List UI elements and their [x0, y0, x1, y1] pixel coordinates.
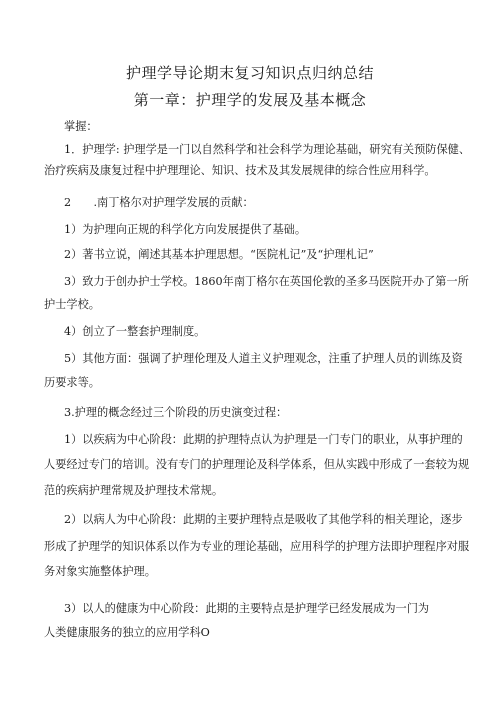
paragraph-line: 2）著书立说，阐述其基本护理思想。“医院札记”及“护理札记” — [64, 248, 374, 261]
paragraph-line: 5）其他方面：强调了护理伦理及人道主义护理观念，注重了护理人员的训练及资 — [64, 352, 463, 365]
paragraph-line: 范的疾病护理常规及护理技术常规。 — [44, 484, 224, 497]
chapter-title: 第一章：护理学的发展及基本概念 — [133, 91, 367, 109]
section-label: 掌握： — [64, 120, 98, 133]
paragraph-line: 历要求等。 — [44, 376, 100, 389]
paragraph-line: 形成了护理学的知识体系以作为专业的理论基础，应用科学的护理方法即护理程序对服 — [44, 540, 470, 553]
paragraph-line: 4）创立了一整套护理制度。 — [64, 325, 206, 338]
paragraph-line: 1）以疾病为中心阶段：此期的护理特点认为护理是一门专门的职业，从事护理的 — [64, 433, 463, 446]
paragraph-line: 人类健康服务的独立的应用学科O — [44, 626, 210, 639]
document-title: 护理学导论期末复习知识点归纳总结 — [125, 64, 374, 82]
paragraph-line: 护士学校。 — [44, 298, 100, 311]
paragraph-line: 3）以人的健康为中心阶段：此期的主要特点是护理学已经发展成为一门为 — [64, 602, 430, 615]
paragraph-line: 1）为护理向正规的科学化方向发展提供了基础。 — [64, 223, 307, 236]
paragraph-line: 人要经过专门的培训。没有专门的护理理论及科学体系，但从实践中形成了一套较为规 — [44, 458, 470, 471]
paragraph-line: 治疗疾病及康复过程中护理理论、知识、技术及其发展规律的综合性应用科学。 — [44, 164, 436, 177]
paragraph-line: 3.护理的概念经过三个阶段的历史演变过程： — [64, 406, 288, 419]
paragraph-line: 3）致力于创办护士学校。1860年南丁格尔在英国伦敦的圣多马医院开办了第一所 — [64, 275, 469, 288]
paragraph-line: 1．护理学: 护理学是一门以自然科学和社会科学为理论基础，研究有关预防保健、 — [64, 143, 471, 156]
paragraph-line: 2）以病人为中心阶段：此期的主要护理特点是吸收了其他学科的相关理论，逐步 — [64, 513, 463, 526]
paragraph-line: 2 .南丁格尔对护理学发展的贡献： — [64, 196, 254, 209]
paragraph-line: 务对象实施整体护理。 — [44, 565, 156, 578]
